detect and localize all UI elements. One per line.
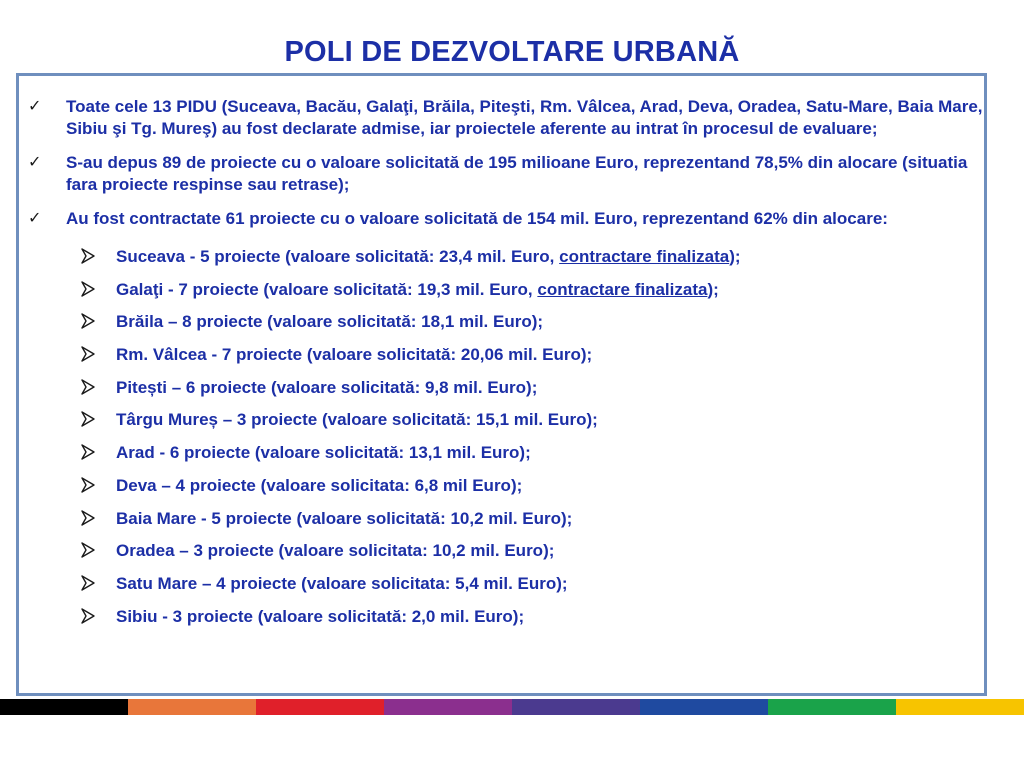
stripe-segment	[0, 699, 128, 715]
stripe-segment	[768, 699, 896, 715]
arrow-bullet-icon	[80, 379, 96, 395]
bullet-item	[28, 152, 983, 196]
arrow-bullet-icon	[80, 608, 96, 624]
project-item	[28, 279, 983, 312]
arrow-bullet-icon	[80, 248, 96, 264]
stripe-segment	[512, 699, 640, 715]
project-item	[28, 344, 983, 377]
project-item	[28, 311, 983, 344]
bullet-item	[28, 96, 983, 140]
slide-title: POLI DE DEZVOLTARE URBANĂ	[284, 36, 740, 68]
project-item	[28, 508, 983, 541]
project-text: Târgu Mureș – 3 proiecte (valoare solicitată: 15,1 mil. Euro);	[116, 410, 598, 430]
project-text: Rm. Vâlcea - 7 proiecte (valoare solicitată: 20,06 mil. Euro);	[116, 345, 593, 365]
project-text: Pitești – 6 proiecte (valoare solicitată: 9,8 mil. Euro);	[116, 377, 538, 397]
bullet-text: Toate cele 13 PIDU (Suceava, Bacău, Galaţi, Brăila, Piteşti, Rm. Vâlcea, Arad, Deva, Oradea, Satu-Mare, Baia Mare, Sibiu şi Tg. Mureş) au fost declarate admise, iar proiectele aferente au intrat în procesul de evaluare;	[66, 97, 983, 138]
project-text: Baia Mare - 5 proiecte (valoare solicitată: 10,2 mil. Euro);	[116, 508, 573, 528]
status-link[interactable]: contractare finalizata	[537, 279, 708, 299]
arrow-bullet-icon	[80, 313, 96, 329]
project-text: Deva – 4 proiecte (valoare solicitata: 6,8 mil Euro);	[116, 475, 523, 495]
project-text: Galaţi - 7 proiecte (valoare solicitată: 19,3 mil. Euro,	[116, 279, 538, 299]
status-link[interactable]: contractare finalizata	[559, 247, 730, 266]
project-text-end: );	[707, 279, 719, 299]
project-item	[28, 246, 983, 279]
project-text: Suceava - 5 proiecte (valoare solicitată: 23,4 mil. Euro,	[116, 247, 560, 266]
arrow-bullet-icon	[80, 281, 96, 297]
arrow-bullet-icon	[80, 575, 96, 591]
project-item	[28, 573, 983, 606]
stripe-segment	[640, 699, 768, 715]
project-item	[28, 442, 983, 475]
arrow-bullet-icon	[80, 542, 96, 558]
arrow-bullet-icon	[80, 346, 96, 362]
stripe-segment	[384, 699, 512, 715]
arrow-bullet-icon	[80, 444, 96, 460]
project-text: Arad - 6 proiecte (valoare solicitată: 13,1 mil. Euro);	[116, 443, 531, 463]
arrow-bullet-icon	[80, 411, 96, 427]
stripe-segment	[256, 699, 384, 715]
slide-content	[28, 96, 983, 638]
check-icon: ✓	[28, 98, 42, 115]
project-list	[28, 246, 983, 638]
color-stripe	[0, 699, 1024, 715]
arrow-bullet-icon	[80, 477, 96, 493]
project-item	[28, 475, 983, 508]
bullet-text: Au fost contractate 61 proiecte cu o valoare solicitată de 154 mil. Euro, reprezentand 62% din alocare:	[66, 209, 888, 228]
project-text: Brăila – 8 proiecte (valoare solicitată: 18,1 mil. Euro);	[116, 312, 544, 332]
project-text: Oradea – 3 proiecte (valoare solicitata: 10,2 mil. Euro);	[116, 541, 555, 561]
bullet-text: S-au depus 89 de proiecte cu o valoare solicitată de 195 milioane Euro, reprezentand 78,5% din alocare (situatia fara proiecte respinse sau retrase);	[66, 153, 968, 194]
project-item	[28, 540, 983, 573]
project-text: Sibiu - 3 proiecte (valoare solicitată: 2,0 mil. Euro);	[116, 606, 525, 626]
check-icon: ✓	[28, 154, 42, 171]
bullet-item	[28, 208, 983, 230]
arrow-bullet-icon	[80, 510, 96, 526]
stripe-segment	[128, 699, 256, 715]
project-item	[28, 409, 983, 442]
project-text-end: );	[729, 247, 741, 266]
stripe-segment	[896, 699, 1024, 715]
project-text: Satu Mare – 4 proiecte (valoare solicitata: 5,4 mil. Euro);	[116, 573, 568, 593]
project-item	[28, 606, 983, 639]
check-icon: ✓	[28, 210, 42, 227]
project-item	[28, 377, 983, 410]
